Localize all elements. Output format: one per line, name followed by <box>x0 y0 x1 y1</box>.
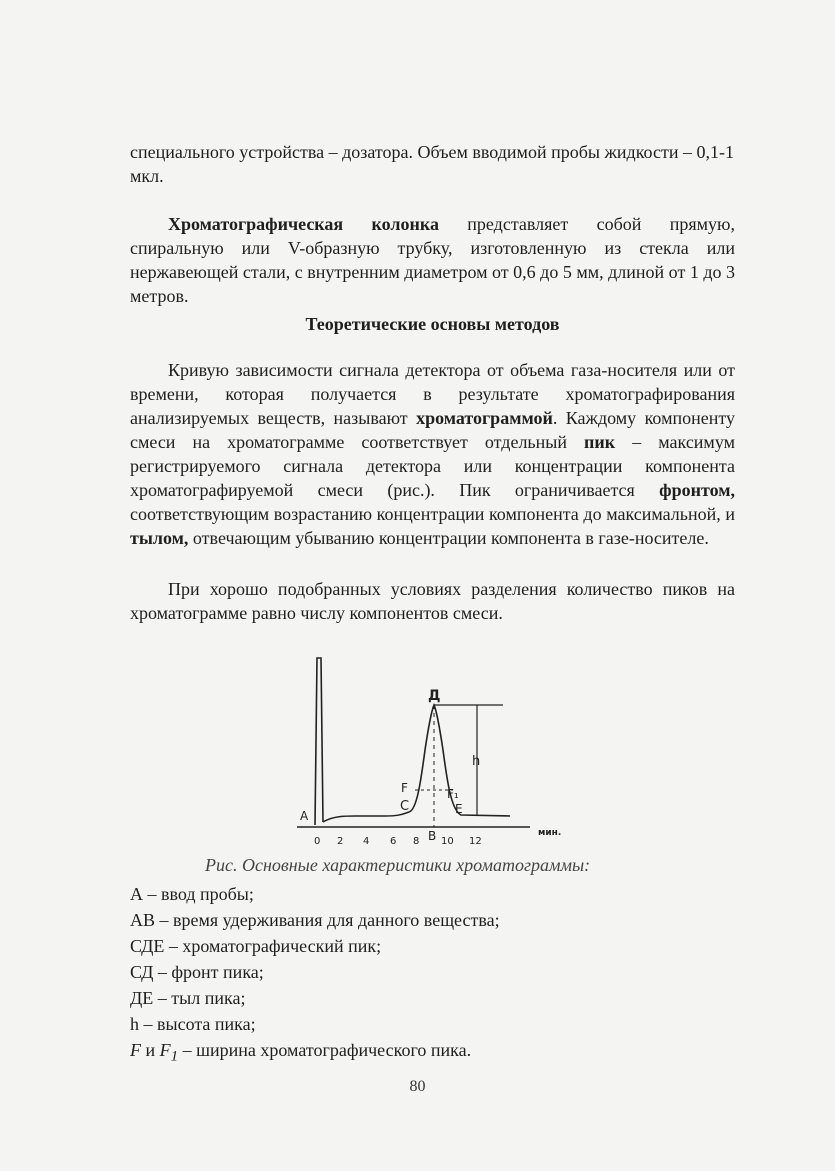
term-column: Хроматографическая колонка <box>168 214 439 234</box>
conjunction: и <box>141 1040 160 1060</box>
legend-item: ДЕ – тыл пика; <box>130 988 246 1008</box>
term-front: фронтом, <box>659 480 735 500</box>
section-heading: Теоретические основы методов <box>305 314 560 334</box>
legend-item: А – ввод пробы; <box>130 884 254 904</box>
paragraph-peaks-count <box>130 577 735 625</box>
x-ticks <box>314 836 482 847</box>
legend-item: АВ – время удерживания для данного вещества; <box>130 910 500 930</box>
figure-legend <box>130 881 500 1070</box>
paragraph-peaks-count-text: При хорошо подобранных условиях разделения количество пиков на хроматограмме равно числу компонентов смеси. <box>130 579 735 623</box>
text-segment: – максимум регистрируемого сигнала детектора или концентрации компонента хроматографируемой смеси (рис.). Пик ограничивается <box>130 432 735 500</box>
x-tick: 4 <box>363 836 370 847</box>
legend-item: СДЕ – хроматографический пик; <box>130 936 382 956</box>
x-tick: 0 <box>314 836 321 847</box>
label-c: С <box>400 799 410 814</box>
paragraph-column <box>130 212 735 308</box>
label-f: F <box>401 781 408 795</box>
term-chromatogram: хроматограммой <box>416 408 553 428</box>
x-tick: 6 <box>390 836 397 847</box>
legend-item: h – высота пика; <box>130 1014 256 1034</box>
text-segment: отвечающим убыванию концентрации компонента в газе-носителе. <box>188 528 709 548</box>
injection-peak <box>315 658 323 825</box>
x-tick: 12 <box>469 836 482 847</box>
text-segment: . Каждому компоненту смеси на хроматограмме соответствует отдельный <box>130 408 735 452</box>
legend-item-width <box>130 1037 500 1070</box>
x-unit: мин. <box>538 828 562 838</box>
legend-item: СД – фронт пика; <box>130 962 264 982</box>
term-tail: тылом, <box>130 528 189 548</box>
paragraph-chromatogram <box>130 358 735 550</box>
text-segment: соответствующим возрастанию концентрации компонента до максимальной, и <box>130 504 735 524</box>
label-b: В <box>428 829 437 843</box>
x-tick: 10 <box>441 836 454 847</box>
x-tick: 8 <box>413 836 420 847</box>
symbol-f1-sub: 1 <box>170 1048 179 1065</box>
label-a: А <box>300 809 309 823</box>
label-d: Д <box>428 688 441 704</box>
symbol-f1-base: F <box>159 1040 171 1060</box>
label-e: Е <box>455 802 463 816</box>
x-tick: 2 <box>337 836 344 847</box>
figure-caption: Рис. Основные характеристики хроматограммы: <box>205 855 591 875</box>
symbol-f: F <box>130 1040 141 1060</box>
signal-baseline <box>323 812 409 822</box>
chromatogram-figure <box>285 650 585 855</box>
label-f1: F₁ <box>447 787 459 801</box>
term-peak: пик <box>584 432 616 452</box>
legend-width-text: – ширина хроматографического пика. <box>178 1040 472 1060</box>
page-number: 80 <box>409 1078 426 1095</box>
paragraph-dosator-text: специального устройства – дозатора. Объем вводимой пробы жидкости – 0,1-1 мкл. <box>130 142 734 186</box>
chromatographic-peak <box>409 705 510 816</box>
label-h: h <box>472 754 481 769</box>
symbol-f1 <box>159 1040 179 1065</box>
text-segment: Кривую зависимости сигнала детектора от объема газа-носителя или от времени, которая получается в результате хроматографирования анализируемых веществ, называют <box>130 360 735 428</box>
paragraph-dosator <box>130 140 735 188</box>
paragraph-column-text: представляет собой прямую, спиральную или V-образную трубку, изготовленную из стекла или нержавеющей стали, с внутренним диаметром от 0,6 до 5 мм, длиной от 1 до 3 метров. <box>130 214 735 306</box>
